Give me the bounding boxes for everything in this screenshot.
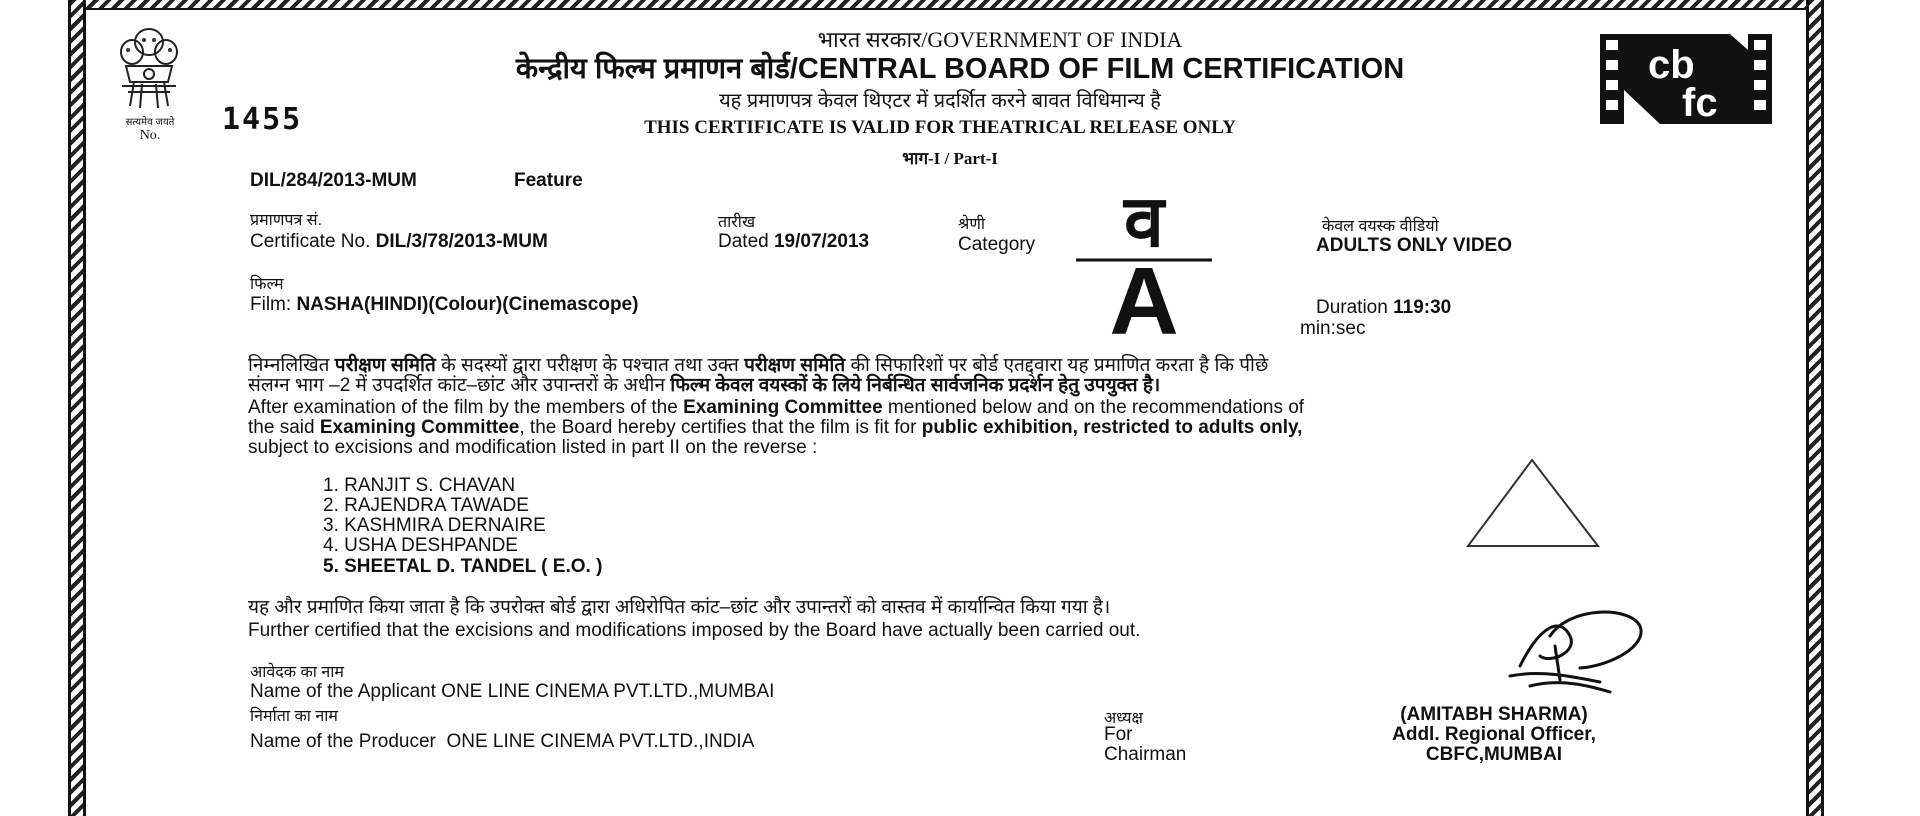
film-type: Feature [514,170,583,191]
committee-member: 3. KASHMIRA DERNAIRE [323,515,546,536]
serial-number: 1455 [222,102,303,137]
duration-unit: min:sec [1300,318,1366,339]
duration-field [1316,297,1451,319]
statement-hindi-line-2: संलग्न भाग –2 में उपदर्शित कांट–छांट और उपान्तरों के अधीन फिल्म केवल वयस्कों के लिये निर्बन्धित सार्वजनिक प्रदर्शन हेतु उपयुक्त है। [248,375,1161,396]
statement-english-line-1: After examination of the film by the members of the Examining Committee mentioned below and on the recommendations of [248,397,1305,418]
further-english: Further certified that the excisions and modifications imposed by the Board have actually been carried out. [248,620,1141,641]
film-title: NASHA [296,294,364,315]
chairman-hindi: अध्यक्ष [1104,710,1143,727]
committee-member: 5. SHEETAL D. TANDEL ( E.O. ) [323,556,603,577]
committee-member: 4. USHA DESHPANDE [323,535,518,556]
certificate-border-top [68,0,1824,10]
national-emblem-icon [112,22,186,112]
triangle-mark-icon [1462,456,1602,550]
certificate-no-value: DIL/3/78/2013-MUM [375,231,548,252]
duration-value: 119:30 [1393,297,1452,318]
file-number: DIL/284/2013-MUM [250,170,417,191]
video-hindi: केवल वयस्क वीडियो [1322,218,1439,235]
cbfc-logo [1600,30,1772,128]
emblem-caption: सत्यमेव जयते [125,117,175,128]
duration-label: Duration [1316,297,1388,318]
committee-member: 1. RANJIT S. CHAVAN [323,475,516,496]
board-title: केन्द्रीय फिल्म प्रमाणन बोर्ड/CENTRAL BOARD OF FILM CERTIFICATION [515,53,1405,85]
producer-label-hindi: निर्माता का नाम [250,708,338,725]
certificate-no-field [250,231,548,253]
date-field [718,231,869,253]
producer-label: Name of the Producer [250,731,436,752]
film-label: Film: [250,294,292,315]
grade-english: A [1109,248,1179,340]
date-hindi: तारीख [718,214,756,231]
logo-text-bottom: fc [1682,81,1718,125]
certificate-no-label: Certificate No. [250,231,371,252]
signature-icon [1500,606,1650,696]
applicant-field [250,681,774,703]
film-details: (HINDI)(Colour)(Cinemascope) [364,294,639,315]
producer-field [250,731,754,753]
grade-hindi: व [1123,184,1165,263]
category-hindi: श्रेणी [958,216,986,233]
signatory-name: (AMITABH SHARMA) [1400,704,1588,725]
government-line: भारत सरकार/GOVERNMENT OF INDIA [817,27,1183,52]
signatory-designation: Addl. Regional Officer, [1392,724,1596,745]
certificate-no-hindi: प्रमाणपत्र सं. [250,212,323,229]
applicant-label: Name of the Applicant [250,681,436,702]
chairman-for: For [1104,724,1133,745]
statement-hindi-line-1: निम्नलिखित परीक्षण समिति के सदस्यों द्वारा परीक्षण के पश्चात तथा उक्त परीक्षण समिति की सिफारिशों पर बोर्ड एतद्द्वारा यह प्रमाणित करता है कि पीछे [248,355,1269,376]
date-value: 19/07/2013 [773,231,870,252]
statement-english-line-3: subject to excisions and modification listed in part II on the reverse : [248,437,818,458]
category-label: Category [958,234,1036,255]
number-label: No. [139,128,161,143]
logo-text-top: cb [1648,43,1695,87]
signatory-office: CBFC,MUMBAI [1425,744,1563,765]
producer-value: ONE LINE CINEMA PVT.LTD.,INDIA [446,731,755,752]
film-field [250,294,638,316]
film-label-hindi: फिल्म [250,276,284,293]
chairman-title: Chairman [1104,744,1187,765]
certificate-border-right [1806,0,1824,816]
certificate-grade [1074,184,1214,340]
committee-member: 2. RAJENDRA TAWADE [323,495,529,516]
date-label: Dated [718,231,769,252]
further-hindi: यह और प्रमाणित किया जाता है कि उपरोक्त बोर्ड द्वारा अधिरोपित कांट–छांट और उपान्तरों को वास्तव में कार्यान्वित किया गया है। [248,597,1111,618]
video-english: ADULTS ONLY VIDEO [1316,235,1513,256]
applicant-label-hindi: आवेदक का नाम [250,664,344,681]
applicant-value: ONE LINE CINEMA PVT.LTD.,MUMBAI [441,681,775,702]
validity-hindi: यह प्रमाणपत्र केवल थिएटर में प्रदर्शित करने बावत विधिमान्य है [719,90,1161,112]
statement-english-line-2: the said Examining Committee, the Board hereby certifies that the film is fit for public exhibition, restricted to adults only, [248,417,1303,438]
part-label: भाग-I / Part-I [902,149,998,168]
validity-english: THIS CERTIFICATE IS VALID FOR THEATRICAL RELEASE ONLY [644,117,1236,138]
certificate-border-left [68,0,86,816]
